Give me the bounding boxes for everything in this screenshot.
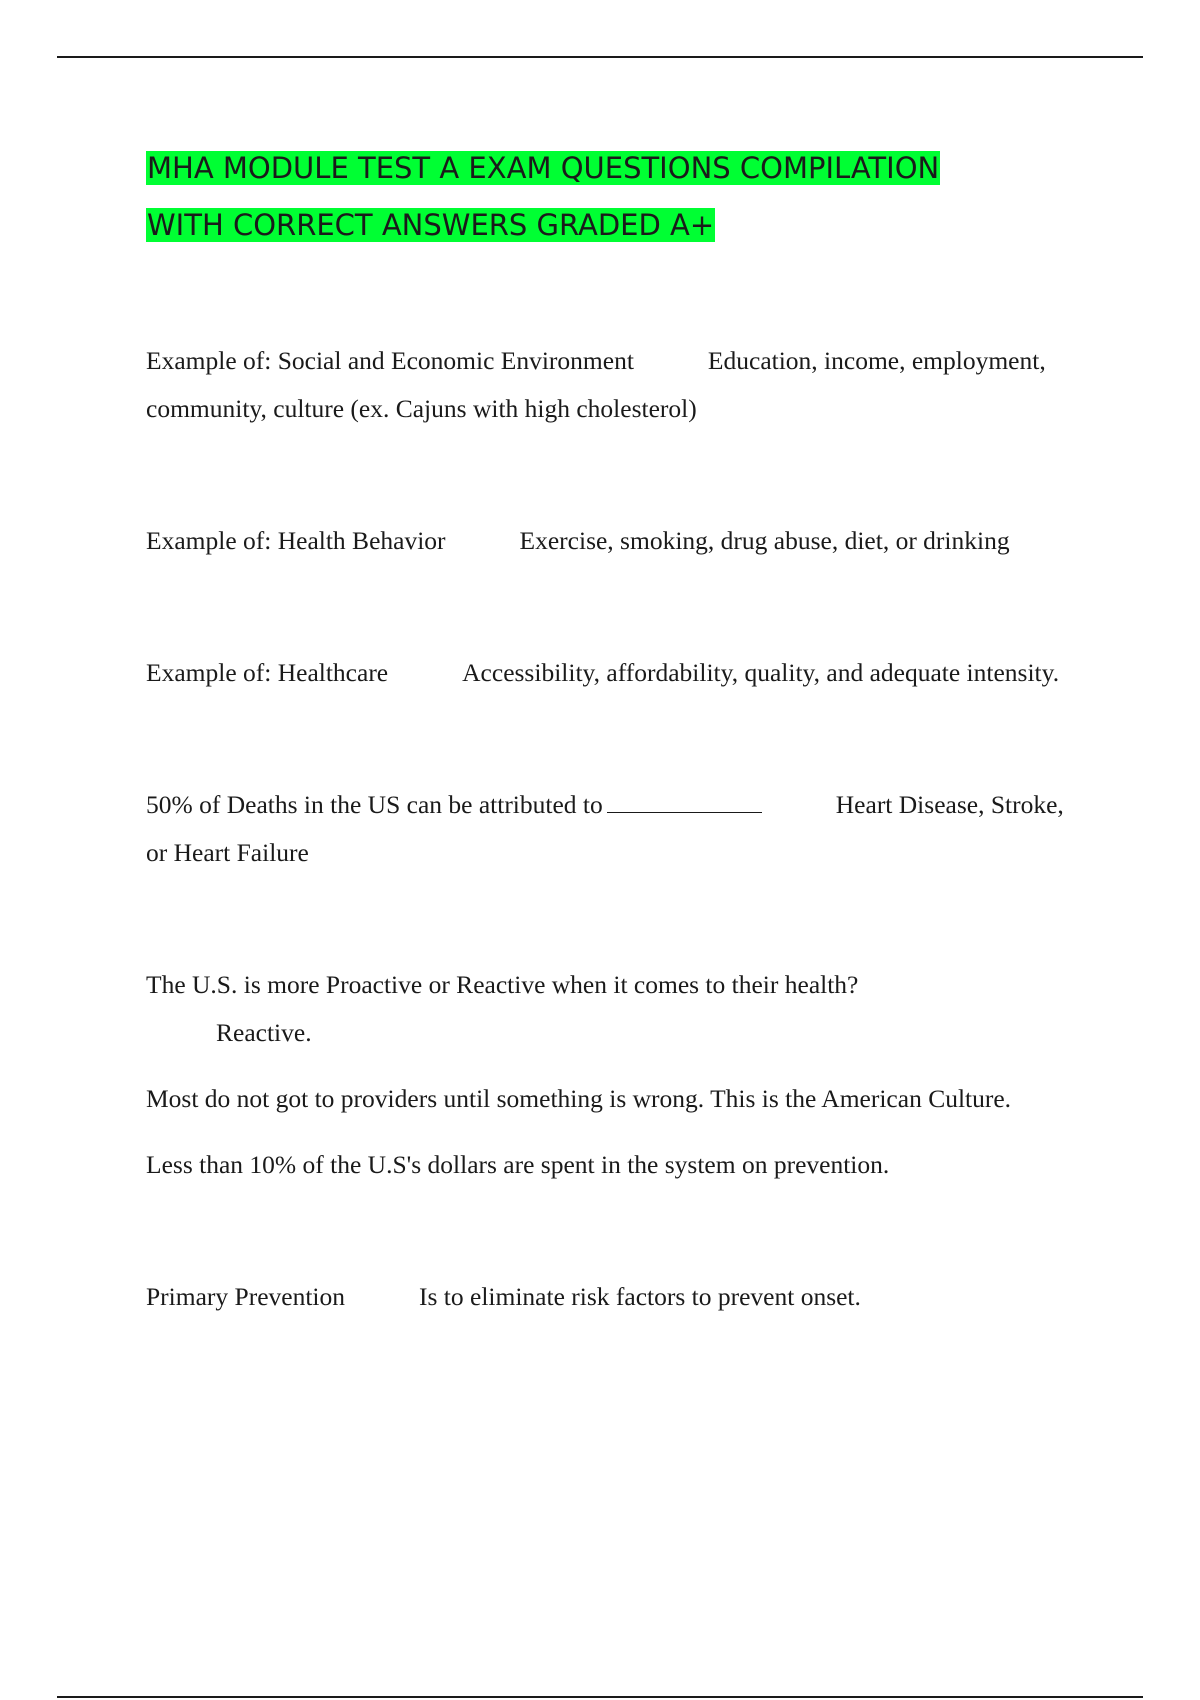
fill-in-blank [607,790,762,813]
explanation-paragraph: Less than 10% of the U.S's dollars are spent in the system on prevention. [146,1150,890,1179]
question-text: 50% of Deaths in the US can be attributed to [146,790,603,819]
question-text: Example of: Health Behavior [146,526,446,555]
top-rule [57,56,1143,58]
title-line-2: WITH CORRECT ANSWERS GRADED A+ [147,208,715,242]
document-body [146,140,1066,1321]
qa-entry [146,337,1066,433]
qa-entry [146,781,1066,877]
answer-text: Accessibility, affordability, quality, and adequate intensity. [462,658,1060,687]
title-line-1: MHA MODULE TEST A EXAM QUESTIONS COMPILATION [147,151,940,185]
qa-entry [146,1273,1066,1321]
bottom-rule [57,1696,1143,1698]
explanation-paragraph: Most do not got to providers until something is wrong. This is the American Culture. [146,1084,1012,1113]
qa-entry [146,517,1066,565]
question-text: Primary Prevention [146,1282,346,1311]
answer-text: Reactive. [216,1018,312,1047]
answer-text: Education, income, employment, community, culture (ex. Cajuns with high cholesterol) [146,346,1046,423]
answer-text: Exercise, smoking, drug abuse, diet, or drinking [519,526,1010,555]
question-text: Example of: Healthcare [146,658,389,687]
qa-entry [146,961,1066,1057]
qa-entry [146,649,1066,697]
document-title [146,140,1066,254]
answer-text: Heart Disease, Stroke, or Heart Failure [146,790,1064,867]
answer-text: Is to eliminate risk factors to prevent onset. [419,1282,861,1311]
question-text: Example of: Social and Economic Environment [146,346,634,375]
question-text: The U.S. is more Proactive or Reactive when it comes to their health? [146,970,859,999]
